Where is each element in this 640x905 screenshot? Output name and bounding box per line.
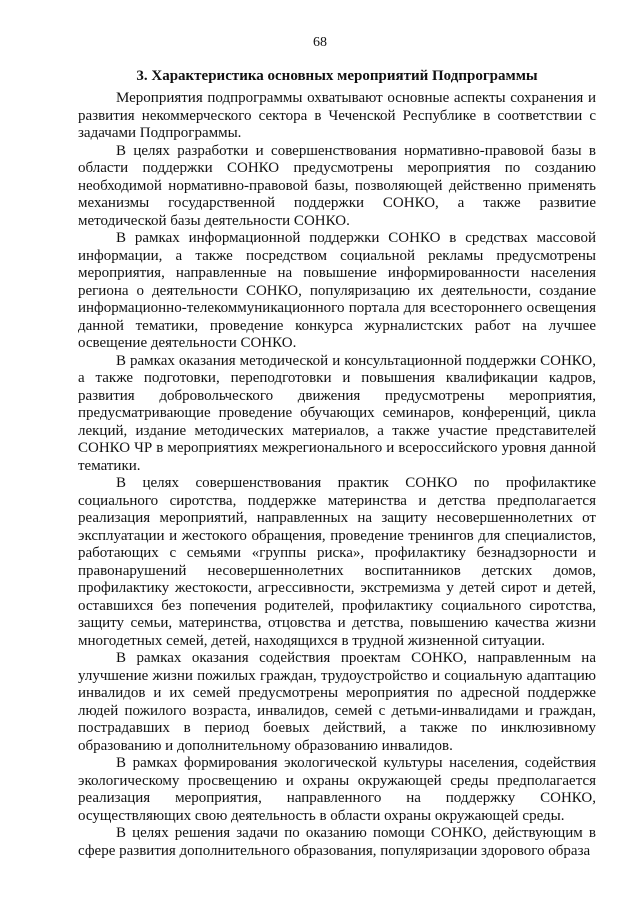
paragraph: Мероприятия подпрограммы охватывают основные аспекты сохранения и развития некоммерческого сектора в Чеченской Республике в соответствии с задачами Подпрограммы. — [78, 90, 596, 141]
paragraph: В целях совершенствования практик СОНКО по профилактике социального сиротства, поддержке материнства и детства предполагается реализация мероприятий, направленных на защиту несовершеннолетних от эксплуатации и жестокого обращения, проведение тренингов для специалистов, работающих с семьями «группы риска», профилактику безнадзорности и правонарушений несовершеннолетних воспитанников детских домов, профилактику жестокости, агрессивности, экстремизма у детей сирот и детей, оставшихся без попечения родителей, профилактику социального сиротства, защиту семьи, материнства, отцовства и детства, повышению качества жизни многодетных семей, детей, находящихся в трудной жизненной ситуации. — [78, 475, 596, 649]
body-text — [78, 90, 596, 860]
paragraph: В рамках формирования экологической культуры населения, содействия экологическому просвещению и охраны окружающей среды предполагается реализация мероприятия, направленного на поддержку СОНКО, осуществляющих свою деятельность в области охраны окружающей среды. — [78, 755, 596, 824]
paragraph: В рамках оказания содействия проектам СОНКО, направленным на улучшение жизни пожилых граждан, трудоустройство и социальную адаптацию инвалидов и их семей предусмотрены мероприятия по адресной поддержке людей пожилого возраста, инвалидов, семей с детьми-инвалидами и граждан, пострадавших в период боевых действий, а также по инклюзивному образованию и дополнительному образованию инвалидов. — [78, 650, 596, 754]
section-heading: 3. Характеристика основных мероприятий Подпрограммы — [136, 68, 538, 84]
paragraph: В рамках информационной поддержки СОНКО в средствах массовой информации, а также посредством социальной рекламы предусмотрены мероприятия, направленные на повышение информированности населения региона о деятельности СОНКО, популяризацию их деятельности, создание информационно-телекоммуникационного портала для всестороннего освещения данной тематики, проведение конкурса журналистских работ на лучшее освещение деятельности СОНКО. — [78, 230, 596, 351]
page-number: 68 — [313, 35, 327, 50]
paragraph: В рамках оказания методической и консультационной поддержки СОНКО, а также подготовки, переподготовки и повышения квалификации кадров, развития добровольческого движения предусмотрены мероприятия, предусматривающие проведение обучающих семинаров, конференций, цикла лекций, издание методических материалов, а также участие представителей СОНКО ЧР в мероприятиях межрегионального и всероссийского уровня данной тематики. — [78, 352, 596, 474]
paragraph: В целях разработки и совершенствования нормативно-правовой базы в области поддержки СОНКО предусмотрены мероприятия по созданию необходимой нормативно-правовой базы, позволяющей действенно применять механизмы государственной поддержки СОНКО, а также развитие методической базы деятельности СОНКО. — [78, 142, 596, 229]
paragraph: В целях решения задачи по оказанию помощи СОНКО, действующим в сфере развития дополнительного образования, популяризации здорового образа — [78, 825, 596, 859]
